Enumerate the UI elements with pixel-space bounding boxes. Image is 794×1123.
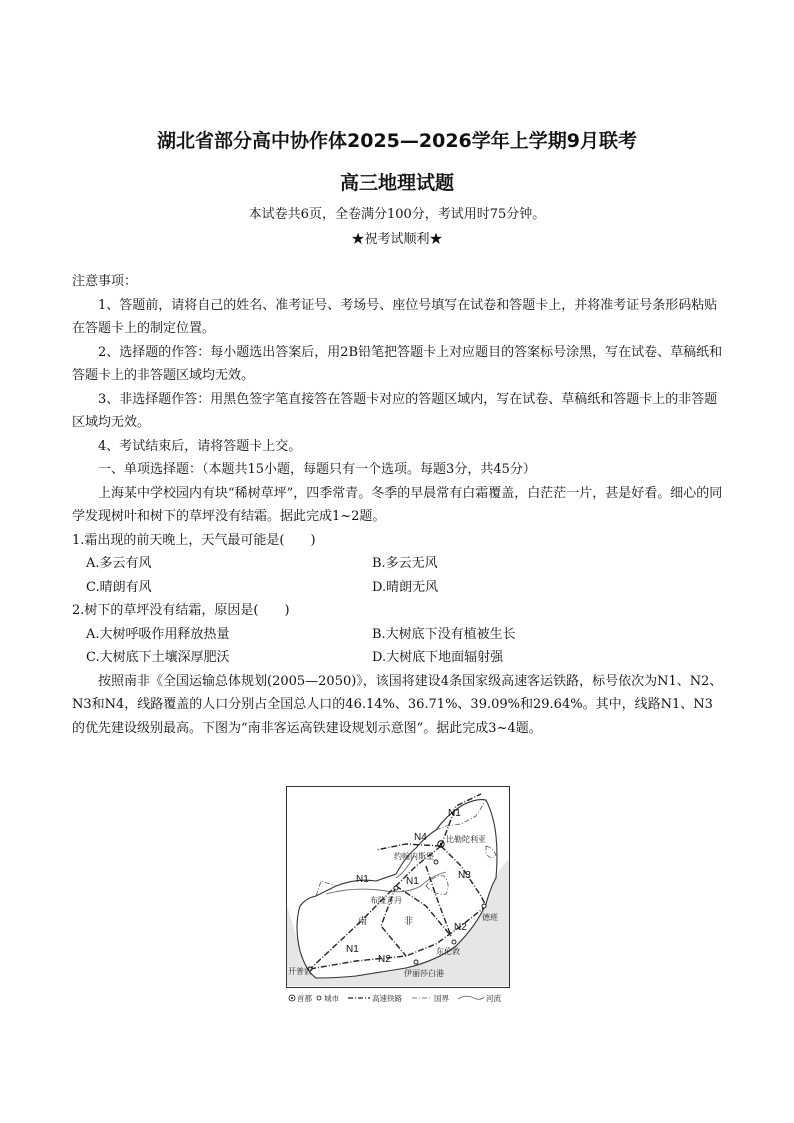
city-cape-town: 开普敦 [288,967,312,976]
label-n2-right: N2 [454,922,467,933]
legend-city-icon [317,996,321,1000]
exam-subtitle: 高三地理试题 [339,172,454,194]
note-item: 4、考试结束后，请将答题卡上交。 [98,438,302,454]
question-1-stem: 1.霜出现的前天晚上，天气最可能是( ) [72,532,316,548]
railway-map [286,786,510,1006]
label-n1-top: N1 [448,808,461,819]
railway-map-figure [286,786,510,1006]
question-2-options-row [72,623,724,647]
label-n1-low: N1 [346,944,359,955]
option-c: C.大树底下土壤深厚肥沃 [86,650,230,665]
label-n3: N3 [458,870,471,881]
map-legend [289,993,501,1003]
exam-info: 本试卷共6页，全卷满分100分，考试用时75分钟。 [248,207,546,222]
option-a: A.大树呼吸作用释放热量 [86,626,230,642]
question-2-stem: 2.树下的草坪没有结霜，原因是( ) [72,603,290,618]
note-item: 2、选择题的作答：每小题选出答案后，用2B铅笔把答题卡上对应题目的答案标号涂黑，写在试卷、草稿纸和答题卡上的非答题区域均无效。 [72,344,723,383]
city-pretoria: 比勒陀利亚 [446,835,486,844]
city-marker [434,860,438,864]
note-item: 3、非选择题作答：用黑色签字笔直接答在答题卡对应的答题区域内，写在试卷、草稿纸和答题卡上的非答题区域均无效。 [72,391,718,430]
note-item: 1、答题前，请将自己的姓名、准考证号、考场号、座位号填写在试卷和答题卡上，并将准考证号条形码粘贴在答题卡上的制定位置。 [72,297,718,336]
option-d: D.晴朗无风 [372,579,439,595]
legend-city: 城市 [324,994,339,1003]
section-heading: 一、单项选择题：（本题共15小题，每题只有一个选项。每题3分，共45分） [98,462,536,477]
city-bloemfontein: 布隆方丹 [370,896,402,905]
legend-capital-icon-dot [291,997,293,999]
city-port-elizabeth: 伊丽莎白港 [404,969,444,978]
passage-1: 上海某中学校园内有块“稀树草坪”，四季常青。冬季的早晨常有白霜覆盖，白茫茫一片，甚是好看。细心的同学发现树叶和树下的草坪没有结霜。据此完成1~2题。 [72,485,723,524]
exam-title: 湖北省部分高中协作体2025—2026学年上学期9月联考 [157,130,637,152]
city-marker [394,886,398,890]
country-label-1: 南 [358,917,368,927]
passage-2: 按照南非《全国运输总体规划(2005—2050)》，该国将建设4条国家级高速客运铁路，标号依次为N1、N2、N3和N4，线路覆盖的人口分别占全国总人口的46.14%、36.71%、39.09%和29.64%。其中，线路N1、N3的优先建设级别最高。下图为“南非客运高铁建设规划示意图”。据此完成3~4题。 [72,673,723,736]
country-label-2: 非 [404,917,414,927]
option-a: A.多云有风 [86,556,152,571]
option-b: B.多云无风 [372,556,438,571]
option-c: C.晴朗有风 [86,579,152,595]
question-1-options-row [72,576,724,600]
label-n1-left: N1 [356,874,369,885]
label-n4: N4 [414,832,427,843]
question-2-options-row [72,646,724,670]
legend-railway: 高速铁路 [372,994,402,1003]
capital-marker-dot [440,843,442,845]
option-b: B.大树底下没有植被生长 [372,626,516,642]
exam-body [72,270,724,740]
legend-river: 河流 [486,994,501,1003]
question-1-options-row [72,552,724,576]
city-durban: 德班 [482,913,498,922]
label-n1-mid: N1 [406,876,419,887]
label-n2-low: N2 [378,954,391,965]
city-east-london: 东伦敦 [436,947,460,956]
legend-capital: 首都 [297,994,312,1003]
city-marker [414,960,418,964]
legend-river-icon [458,996,484,999]
exam-wish: ★祝考试顺利★ [351,232,443,247]
city-marker [452,940,456,944]
option-d: D.大树底下地面辐射强 [372,650,504,665]
city-johannesburg: 约翰内斯堡 [394,852,434,861]
notes-heading: 注意事项： [72,274,138,289]
legend-border: 国界 [434,994,449,1003]
city-marker [482,904,486,908]
